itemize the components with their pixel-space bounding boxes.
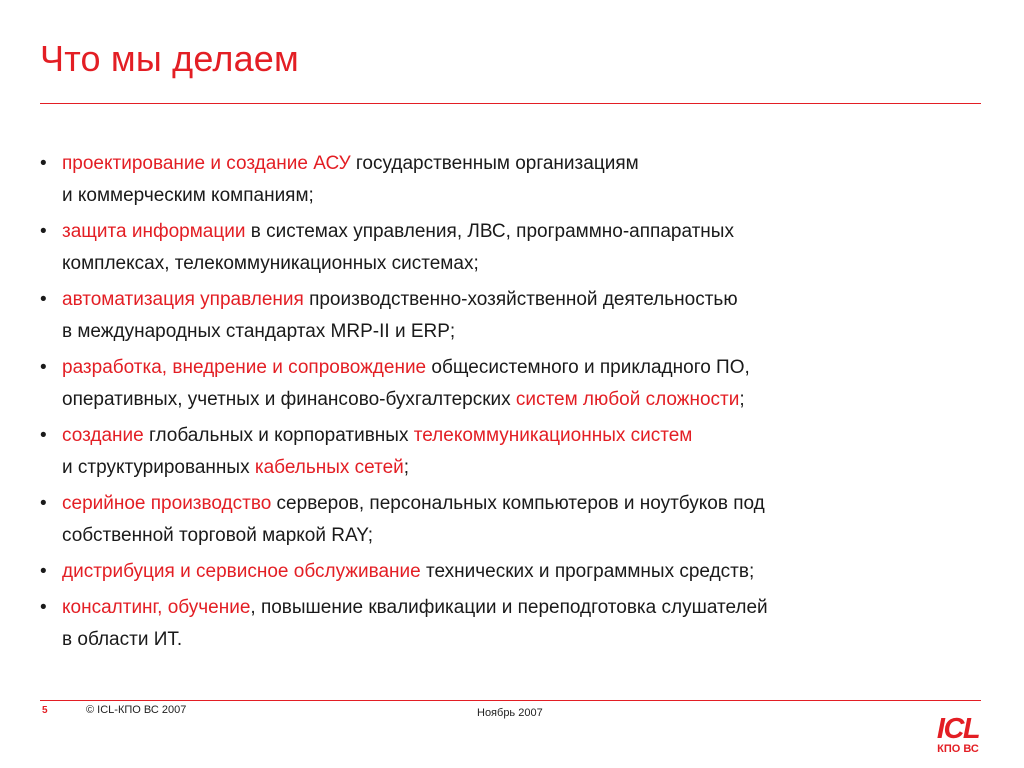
highlight-text: создание — [62, 425, 144, 446]
icl-logo — [930, 710, 986, 755]
bullet-item — [40, 284, 940, 348]
footer-divider — [40, 700, 981, 701]
footer-date: Ноябрь 2007 — [477, 707, 543, 719]
title-divider — [40, 103, 981, 104]
bullet-list — [40, 148, 940, 660]
highlight-text: систем любой сложности — [515, 389, 740, 410]
highlight-text: кабельных сетей — [254, 457, 404, 478]
bullet-dot: • — [40, 153, 47, 174]
body-text: серверов, персональных компьютеров и ноутбуков под — [271, 493, 765, 514]
copyright-text: © ICL-КПО ВС 2007 — [86, 704, 187, 716]
body-text: комплексах, телекоммуникационных системах; — [62, 253, 479, 274]
body-text: ; — [739, 389, 745, 410]
body-text: в области ИТ. — [62, 629, 183, 650]
highlight-text: телекоммуникационных систем — [413, 425, 693, 446]
body-text: в системах управления, ЛВС, программно-аппаратных — [245, 221, 734, 242]
bullet-item — [40, 592, 940, 656]
bullet-item — [40, 352, 940, 416]
bullet-dot: • — [40, 597, 47, 618]
logo-text-top: ICL — [936, 713, 980, 745]
body-text: , повышение квалификации и переподготовка слушателей — [250, 597, 768, 618]
body-text: собственной торговой маркой RAY; — [62, 525, 373, 546]
bullet-item — [40, 216, 940, 280]
bullet-item — [40, 488, 940, 552]
body-text: государственным организациям — [350, 153, 639, 174]
bullet-dot: • — [40, 425, 47, 446]
logo-text-bottom: КПО ВС — [937, 743, 979, 755]
slide-title: Что мы делаем — [40, 38, 299, 79]
bullet-dot: • — [40, 561, 47, 582]
bullet-dot: • — [40, 493, 47, 514]
highlight-text: разработка, внедрение и сопровождение — [62, 357, 427, 378]
body-text: глобальных и корпоративных — [143, 425, 414, 446]
body-text: в международных стандартах MRP-II и ERP; — [62, 321, 456, 342]
body-text: ; — [403, 457, 410, 478]
body-text: общесистемного и прикладного ПО, — [426, 357, 750, 378]
highlight-text: автоматизация управления — [62, 289, 304, 310]
bullet-item — [40, 556, 940, 588]
bullet-dot: • — [40, 357, 47, 378]
highlight-text: консалтинг, обучение — [62, 597, 251, 618]
body-text: технических и программных средств; — [420, 561, 755, 582]
highlight-text: дистрибуция и сервисное обслуживание — [62, 561, 421, 582]
highlight-text: серийное производство — [62, 493, 272, 514]
highlight-text: проектирование и создание АСУ — [62, 153, 351, 174]
page-number: 5 — [42, 705, 48, 716]
body-text: и структурированных — [62, 457, 255, 478]
bullet-dot: • — [40, 221, 47, 242]
body-text: оперативных, учетных и финансово-бухгалтерских — [62, 389, 516, 410]
bullet-item — [40, 420, 940, 484]
bullet-item — [40, 148, 940, 212]
body-text: и коммерческим компаниям; — [62, 185, 314, 206]
bullet-dot: • — [40, 289, 47, 310]
body-text: производственно-хозяйственной деятельностью — [303, 289, 738, 310]
highlight-text: защита информации — [62, 221, 246, 242]
